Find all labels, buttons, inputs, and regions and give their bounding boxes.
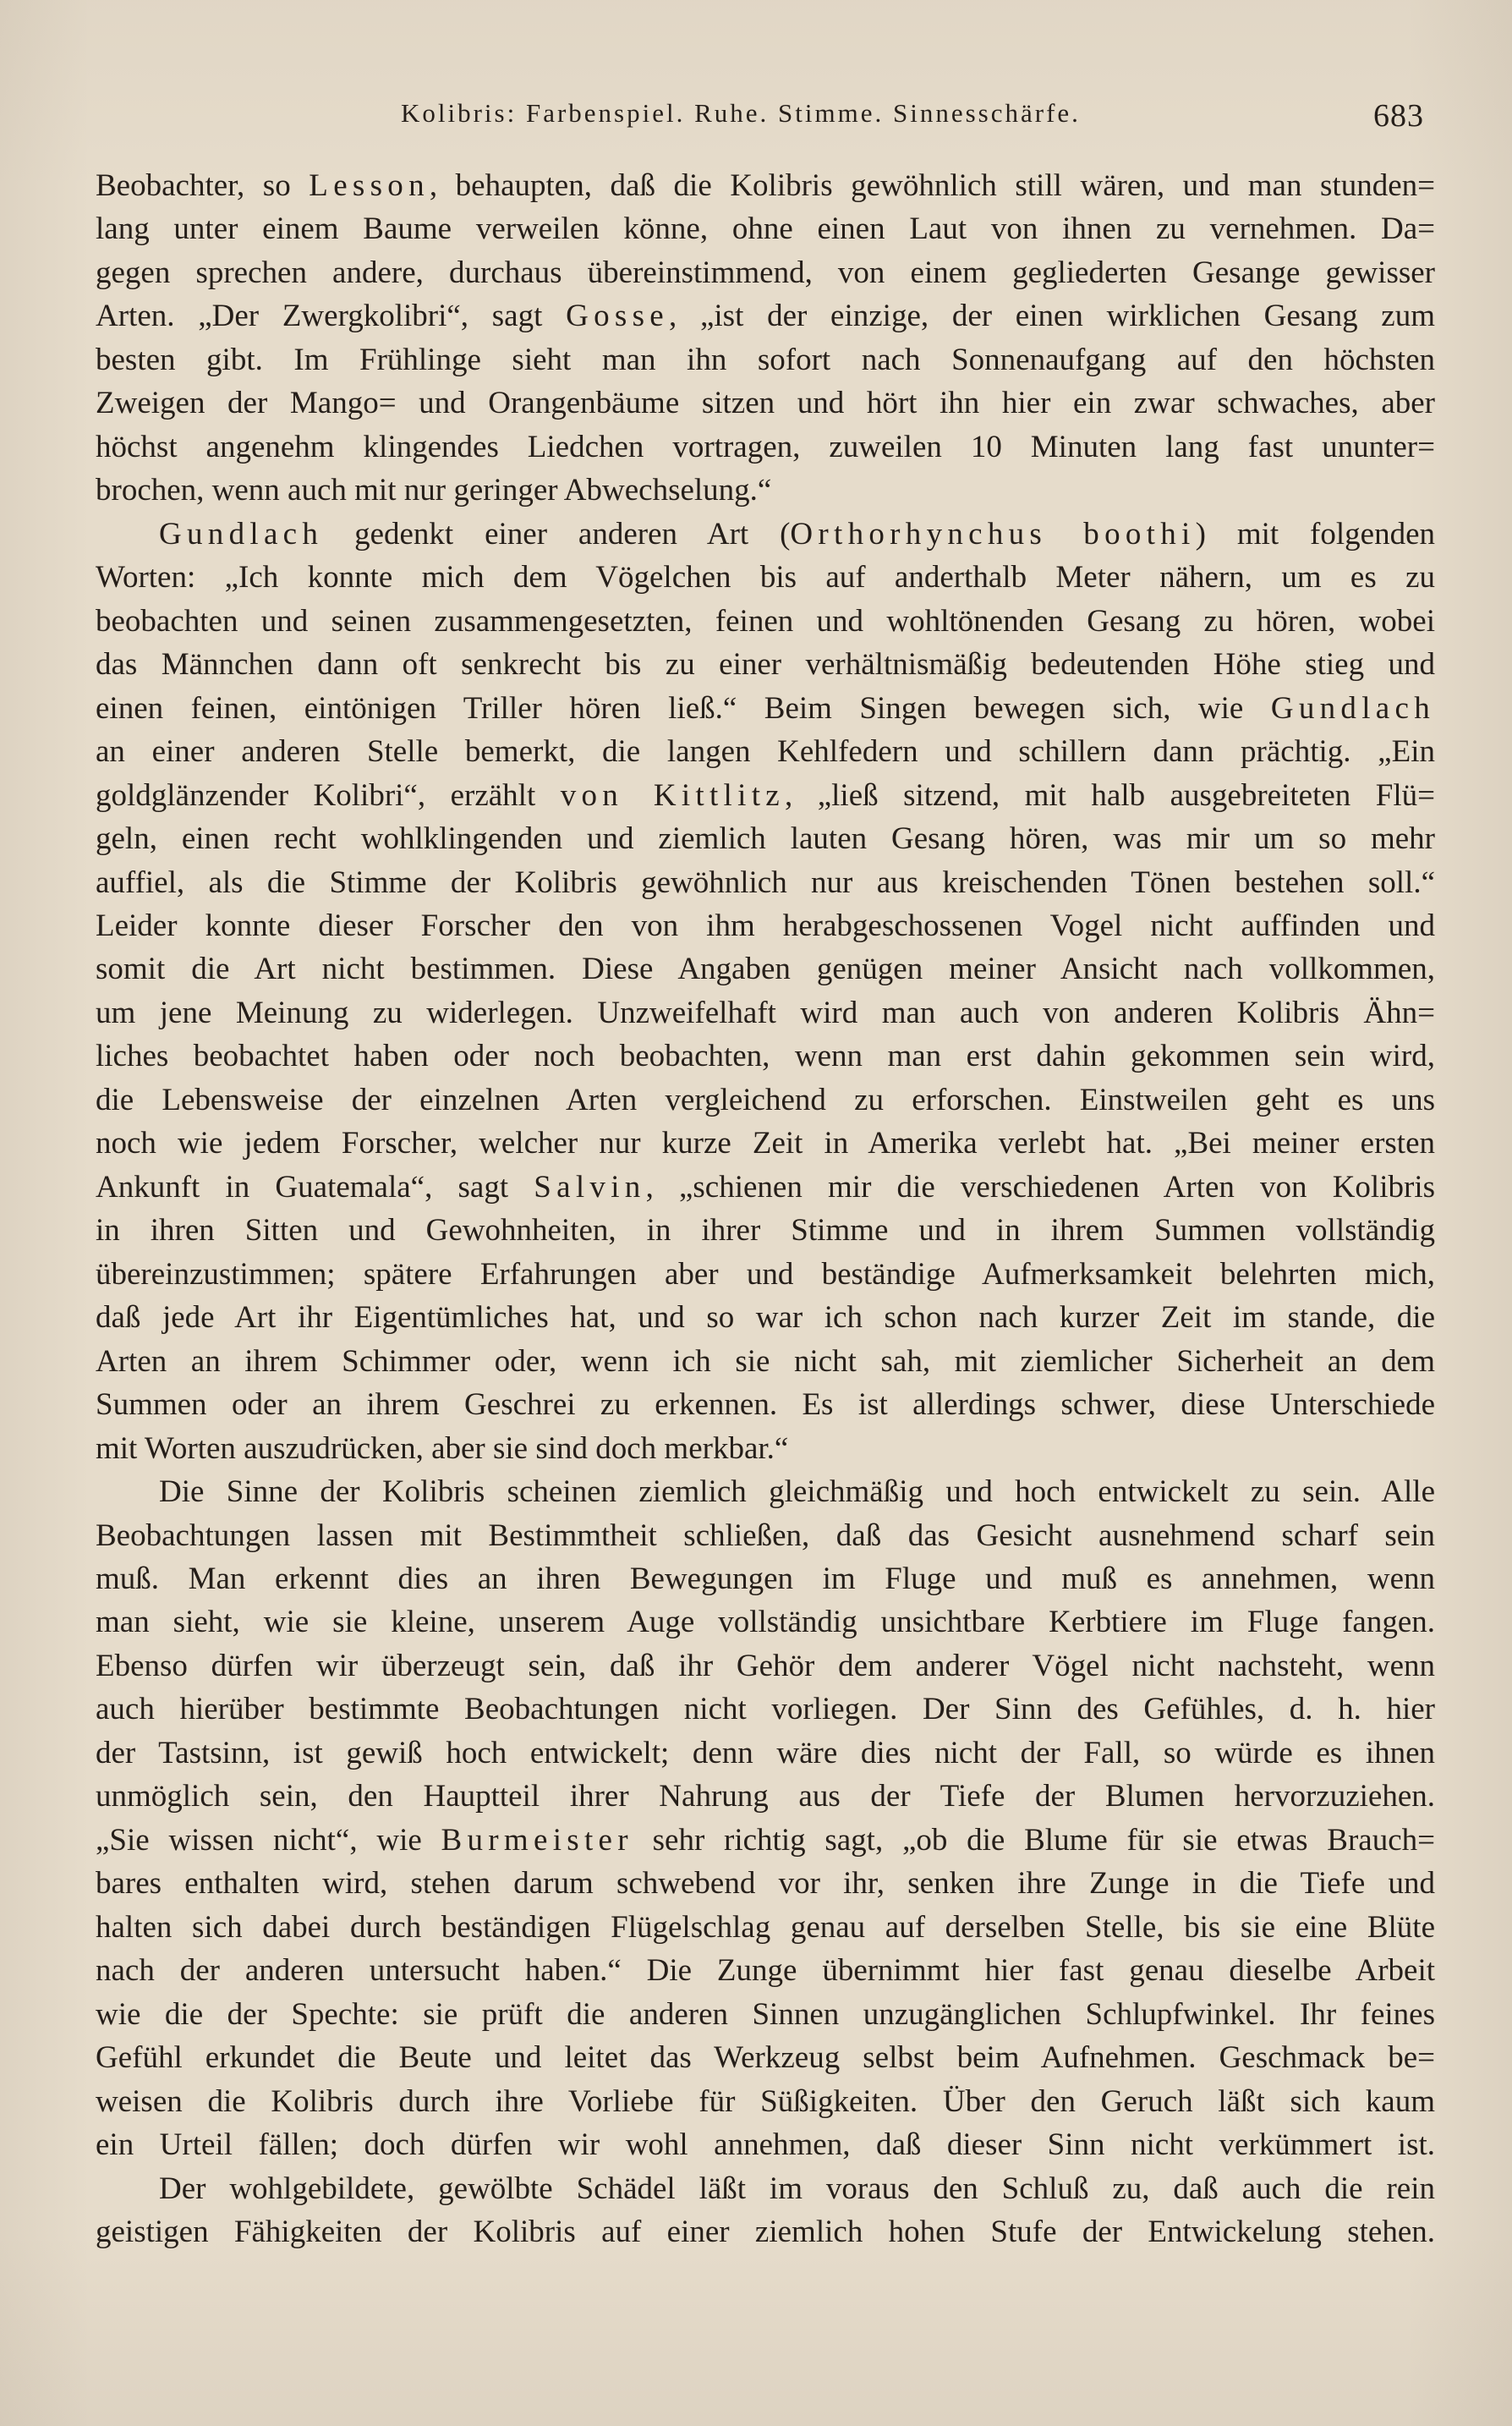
text-line: liches beobachtet haben oder noch beobachten, wenn man erst dahin gekommen sein wird, [96,1039,1435,1074]
text-line: Zweigen der Mango= und Orangenbäume sitzen und hört ihn hier ein zwar schwaches, aber [96,386,1435,421]
text-line [96,294,1435,338]
line-text: , „schienen mir die verschiedenen Arten von Kolibris [645,1169,1435,1205]
text-line: besten gibt. Im Frühlinge sieht man ihn sofort nach Sonnenaufgang auf den höchsten [96,342,1435,377]
text-line: bares enthalten wird, stehen darum schwebend vor ihr, senken ihre Zunge in die Tiefe und [96,1866,1435,1902]
paragraph [96,1470,1435,2167]
emphasized-name: Gosse [566,299,669,334]
line-text: ) mit folgenden [1195,516,1435,552]
text-line: die Lebensweise der einzelnen Arten vergleichend zu erforschen. Einstweilen geht es uns [96,1082,1435,1117]
text-line: Leider konnte dieser Forscher den von ihm herabgeschossenen Vogel nicht auffinden und [96,908,1435,943]
emphasized-name: Lesson [309,168,430,203]
emphasized-name: Gundlach [1270,690,1435,726]
line-text: sehr richtig sagt, „ob die Blume für sie etwas Brauch= [633,1822,1435,1858]
text-line: um jene Meinung zu widerlegen. Unzweifelhaft wird man auch von anderen Kolibris Ähn= [96,995,1435,1030]
text-line: Beobachtungen lassen mit Bestimmtheit schließen, daß das Gesicht ausnehmend scharf sein [96,1518,1435,1553]
text-line: Ebenso dürfen wir überzeugt sein, daß ihr Gehör dem anderer Vögel nicht nachsteht, wenn [96,1648,1435,1683]
text-line: übereinzustimmen; spätere Erfahrungen aber und beständige Aufmerksamkeit belehrten mich, [96,1256,1435,1292]
line-text: goldglänzender Kolibri“, erzählt [96,777,561,813]
text-line: beobachten und seinen zusammengesetzten, feinen und wohltönenden Gesang zu hören, wobei [96,603,1435,639]
line-text: gedenkt einer anderen Art ( [323,516,791,552]
text-line: brochen, wenn auch mit nur geringer Abwechselung.“ [96,473,772,508]
page-number: 683 [1373,98,1424,134]
text-line: auffiel, als die Stimme der Kolibris gewöhnlich nur aus kreischenden Tönen bestehen soll.“ [96,864,1435,900]
text-line [96,774,1435,817]
paragraph [96,2167,1435,2254]
text-line: Worten: „Ich konnte mich dem Vögelchen bis auf anderthalb Meter nähern, um es zu [96,560,1435,596]
text-line: noch wie jedem Forscher, welcher nur kurze Zeit in Amerika verlebt hat. „Bei meiner ersten [96,1126,1435,1161]
line-text: , behaupten, daß die Kolibris gewöhnlich still wären, und man stunden= [429,168,1435,203]
line-text: , „ist der einzige, der einen wirklichen Gesang zum [669,299,1435,334]
text-line: in ihren Sitten und Gewohnheiten, in ihrer Stimme und in ihrem Summen vollständig [96,1213,1435,1249]
text-line [96,513,1435,556]
text-line: geln, einen recht wohlklingenden und ziemlich lauten Gesang hören, was mir um so mehr [96,821,1435,857]
text-line: der Tastsinn, ist gewiß hoch entwickelt; denn wäre dies nicht der Fall, so würde es ihnen [96,1735,1435,1770]
text-line: unmöglich sein, den Hauptteil ihrer Nahrung aus der Tiefe der Blumen hervorzuziehen. [96,1779,1435,1814]
text-line: geistigen Fähigkeiten der Kolibris auf einer ziemlich hohen Stufe der Entwickelung stehen. [96,2215,1435,2250]
text-line [96,1166,1435,1209]
text-line: lang unter einem Baume verweilen könne, ohne einen Laut von ihnen zu vernehmen. Da= [96,211,1435,247]
running-title: Kolibris: Farbenspiel. Ruhe. Stimme. Sinnesschärfe. [401,98,1081,128]
text-line [96,1819,1435,1862]
text-line: man sieht, wie sie kleine, unserem Auge vollständig unsichtbare Kerbtiere im Fluge fangen. [96,1605,1435,1640]
text-line: muß. Man erkennt dies an ihren Bewegungen im Fluge und muß es annehmen, wenn [96,1562,1435,1596]
text-line: gegen sprechen andere, durchaus übereinstimmend, von einem gegliederten Gesange gewisser [96,255,1435,290]
line-text: Ankunft in Guatemala“, sagt [96,1169,534,1205]
text-line: somit die Art nicht bestimmen. Diese Angaben genügen meiner Ansicht nach vollkommen, [96,952,1435,987]
line-text: Beobachter, so [96,168,310,203]
text-line: wie die der Spechte: sie prüft die anderen Sinnen unzugänglichen Schlupfwinkel. Ihr feines [96,1996,1435,2032]
text-line: Summen oder an ihrem Geschrei zu erkennen. Es ist allerdings schwer, diese Unterschiede [96,1387,1435,1423]
text-line: ein Urteil fällen; doch dürfen wir wohl annehmen, daß dieser Sinn nicht verkümmert ist. [96,2127,1435,2163]
text-line: Der wohlgebildete, gewölbte Schädel läßt im voraus den Schluß zu, daß auch die rein [159,2171,1435,2206]
emphasized-name: Burmeister [441,1822,633,1858]
text-line [96,687,1435,730]
emphasized-name: Gundlach [159,516,324,552]
text-line: höchst angenehm klingendes Liedchen vortragen, zuweilen 10 Minuten lang fast ununter= [96,429,1435,464]
body-text [96,164,1435,2254]
emphasized-name: Salvin [534,1169,646,1205]
paragraph [96,164,1435,513]
text-line: Arten an ihrem Schimmer oder, wenn ich sie nicht sah, mit ziemlicher Sicherheit an dem [96,1343,1435,1379]
emphasized-species-name: Orthorhynchus boothi [790,516,1196,552]
emphasized-name: von Kittlitz [560,777,785,813]
text-line: mit Worten auszudrücken, aber sie sind doch merkbar.“ [96,1430,789,1466]
text-line: auch hierüber bestimmte Beobachtungen nicht vorliegen. Der Sinn des Gefühles, d. h. hier [96,1692,1435,1727]
line-text: einen feinen, eintönigen Triller hören ließ.“ Beim Singen bewegen sich, wie [96,690,1271,726]
text-line: Die Sinne der Kolibris scheinen ziemlich gleichmäßig und hoch entwickelt zu sein. Alle [159,1474,1435,1510]
line-text: , „ließ sitzend, mit halb ausgebreiteten Flü= [784,777,1435,813]
text-line: Gefühl erkundet die Beute und leitet das Werkzeug selbst beim Aufnehmen. Geschmack be= [96,2040,1435,2076]
text-line: weisen die Kolibris durch ihre Vorliebe für Süßigkeiten. Über den Geruch läßt sich kaum [96,2083,1435,2119]
text-line: halten sich dabei durch beständigen Flügelschlag genau auf derselben Stelle, bis sie eine Blüte [96,1909,1435,1945]
line-text: Arten. „Der Zwergkolibri“, sagt [96,299,567,334]
text-line: an einer anderen Stelle bemerkt, die langen Kehlfedern und schillern dann prächtig. „Ein [96,734,1435,770]
text-line [96,164,1435,207]
text-line: das Männchen dann oft senkrecht bis zu einer verhältnismäßig bedeutenden Höhe stieg und [96,647,1435,683]
line-text: „Sie wissen nicht“, wie [96,1822,441,1858]
text-line: nach der anderen untersucht haben.“ Die Zunge übernimmt hier fast genau dieselbe Arbeit [96,1953,1435,1989]
text-line: daß jede Art ihr Eigentümliches hat, und so war ich schon nach kurzer Zeit im stande, die [96,1300,1435,1336]
paragraph [96,513,1435,1470]
